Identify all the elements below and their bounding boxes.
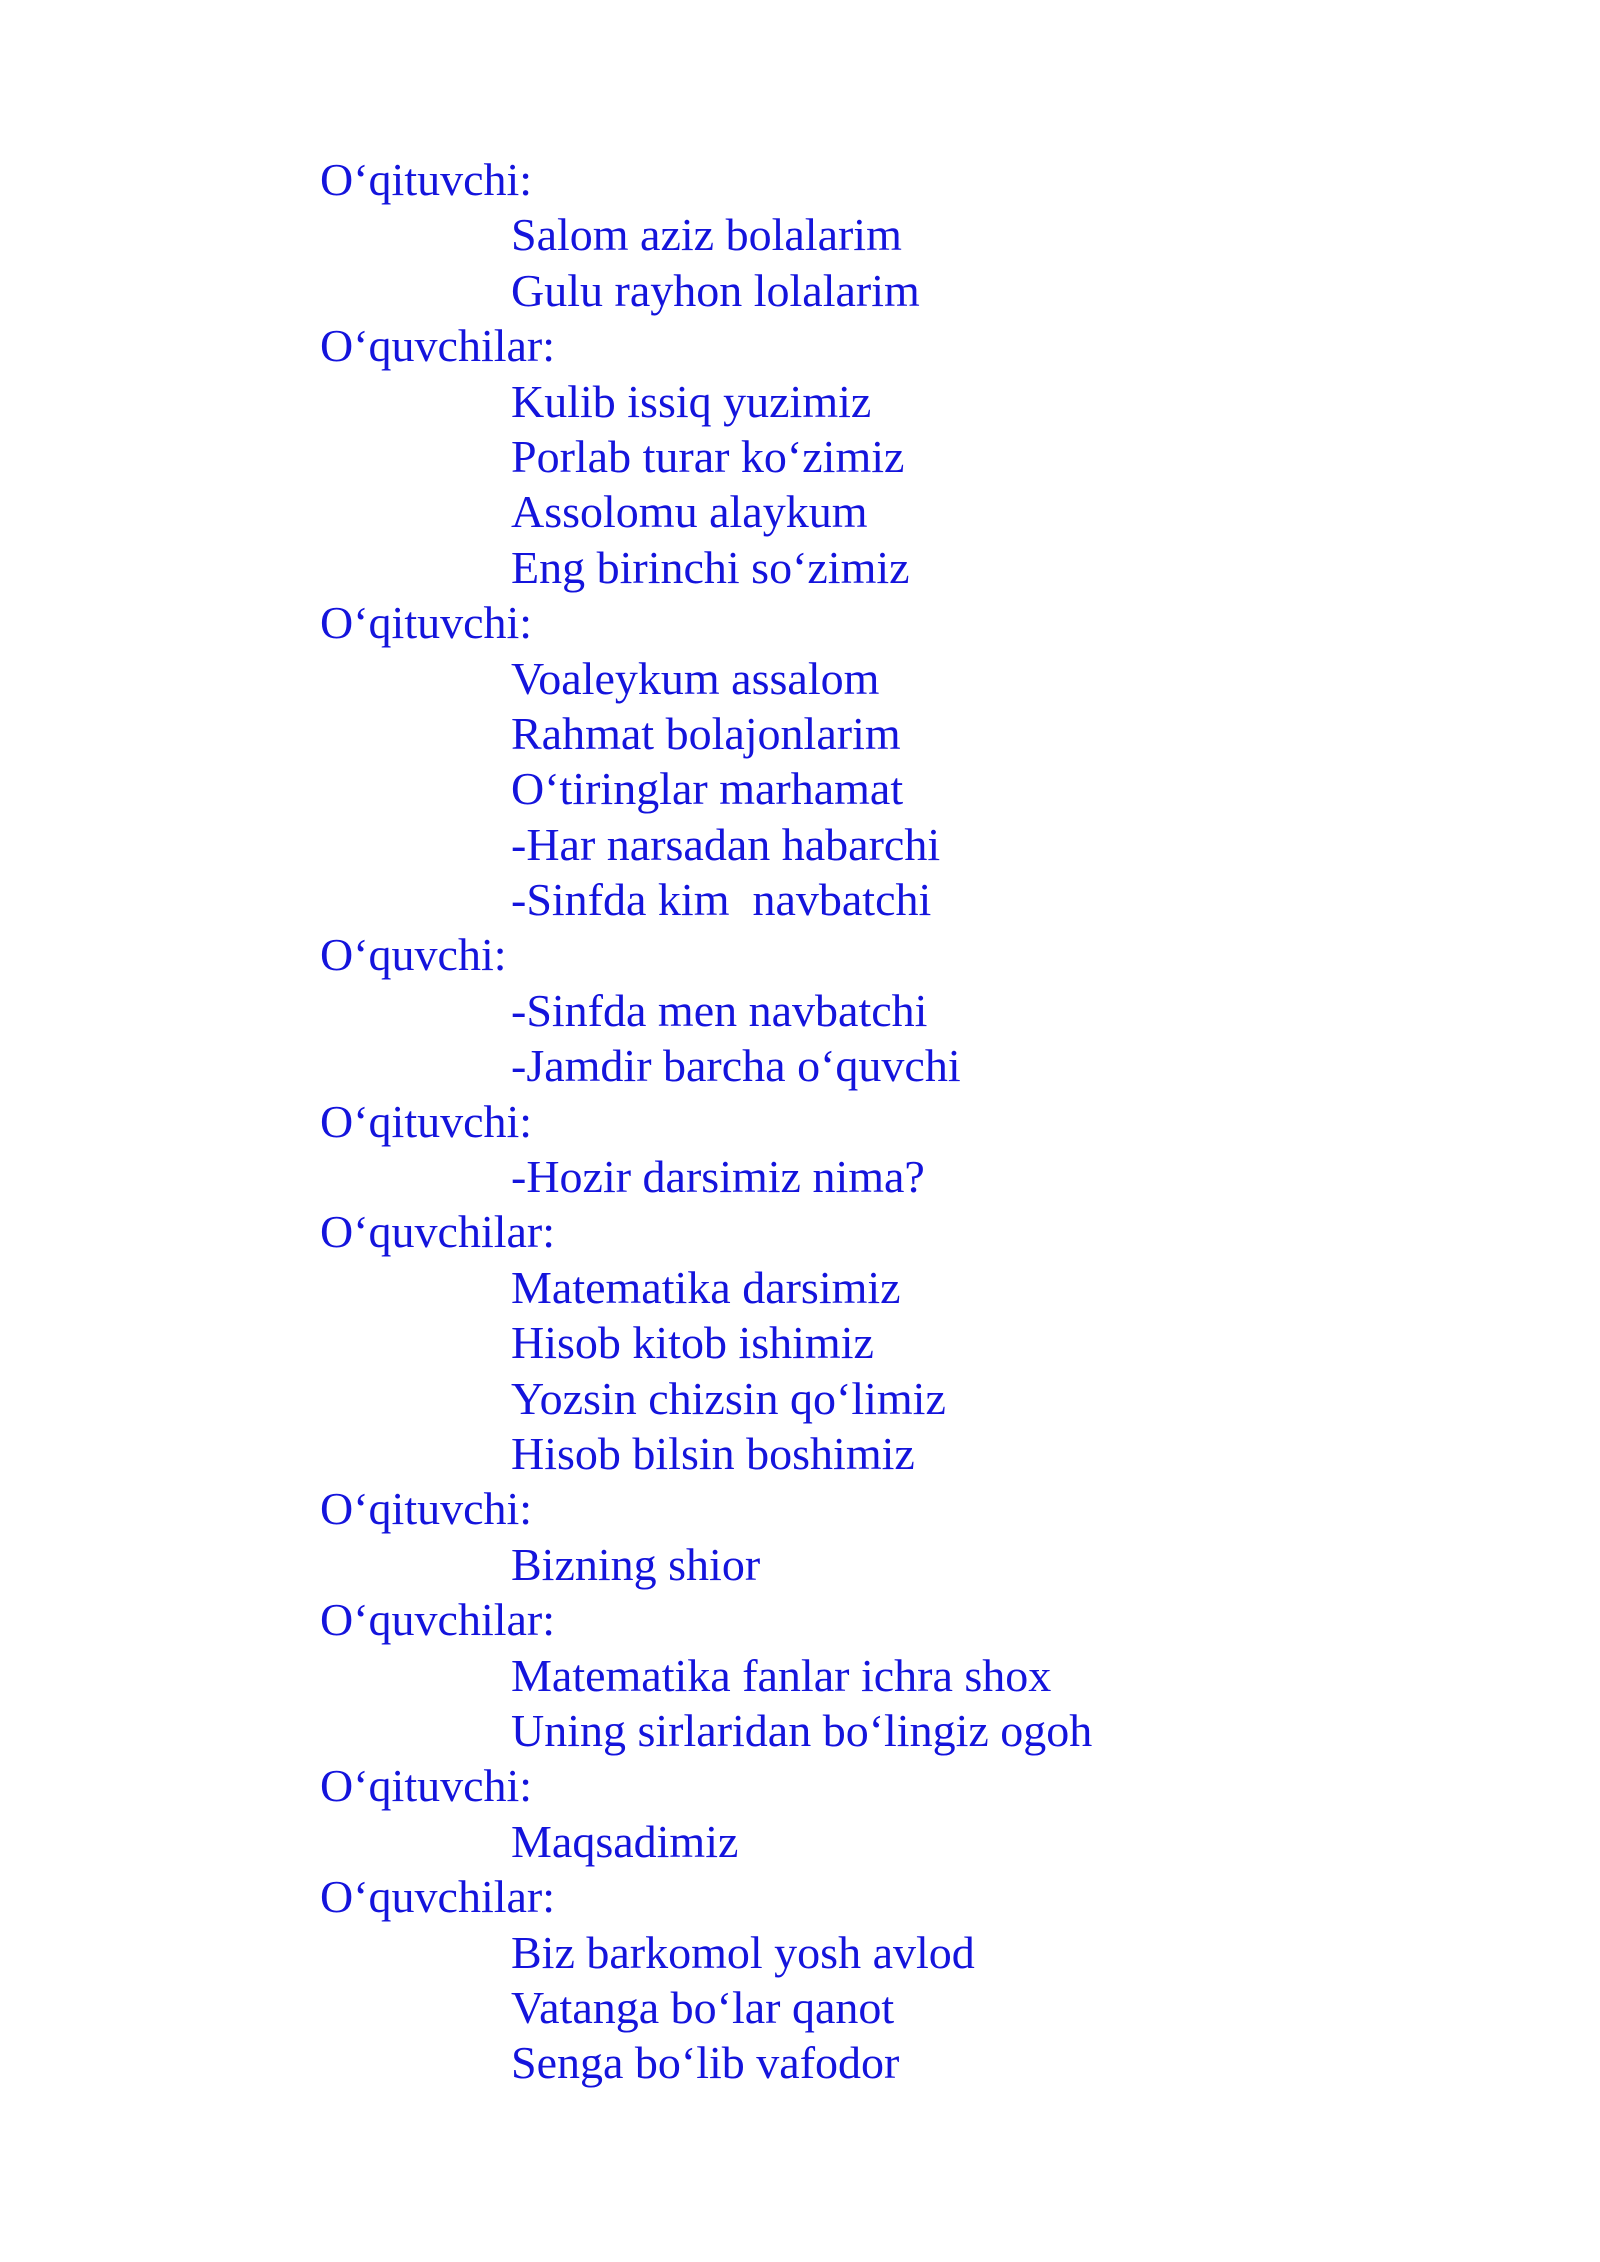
verse-line: Voaleykum assalom [511, 652, 880, 704]
verse-line: Senga bo‘lib vafodor [511, 2037, 900, 2089]
verse-line: Porlab turar ko‘zimiz [511, 430, 905, 482]
verse-line: Eng birinchi so‘zimiz [511, 541, 910, 593]
verse-line: Matematika fanlar ichra shox [511, 1649, 1052, 1701]
verse-line: -Sinfda men navbatchi [511, 984, 928, 1036]
verse-line: Assolomu alaykum [511, 486, 868, 538]
speaker-label: O‘quvchilar: [320, 1206, 556, 1258]
verse-line: Gulu rayhon lolalarim [511, 264, 920, 316]
speaker-label: O‘qituvchi: [320, 1483, 533, 1535]
speaker-label: O‘quvchilar: [320, 1594, 556, 1646]
speaker-label: O‘qituvchi: [320, 1760, 533, 1812]
verse-line: Salom aziz bolalarim [511, 209, 902, 261]
verse-line: Uning sirlaridan bo‘lingiz ogoh [511, 1704, 1093, 1756]
verse-line: -Har narsadan habarchi [511, 818, 941, 870]
verse-line: Rahmat bolajonlarim [511, 707, 901, 759]
verse-line: Hisob bilsin boshimiz [511, 1427, 915, 1479]
verse-line: Vatanga bo‘lar qanot [511, 1981, 895, 2033]
speaker-label: O‘qituvchi: [320, 597, 533, 649]
verse-line: Hisob kitob ishimiz [511, 1317, 874, 1369]
dialogue-text [320, 152, 1500, 2091]
speaker-label: O‘quvchilar: [320, 320, 556, 372]
verse-line: Yozsin chizsin qo‘limiz [511, 1372, 946, 1424]
verse-line: -Hozir darsimiz nima? [511, 1151, 925, 1203]
speaker-label: O‘quvchilar: [320, 1871, 556, 1923]
verse-line: Maqsadimiz [511, 1815, 739, 1867]
verse-line: Biz barkomol yosh avlod [511, 1926, 975, 1978]
verse-line: Matematika darsimiz [511, 1261, 901, 1313]
verse-line: -Jamdir barcha o‘quvchi [511, 1040, 961, 1092]
speaker-label: O‘qituvchi: [320, 154, 533, 205]
verse-line: -Sinfda kim navbatchi [511, 874, 932, 926]
speaker-label: O‘qituvchi: [320, 1095, 533, 1147]
verse-line: O‘tiringlar marhamat [511, 763, 904, 815]
verse-line: Bizning shior [511, 1538, 761, 1590]
speaker-label: O‘quvchi: [320, 929, 507, 981]
verse-line: Kulib issiq yuzimiz [511, 375, 872, 427]
